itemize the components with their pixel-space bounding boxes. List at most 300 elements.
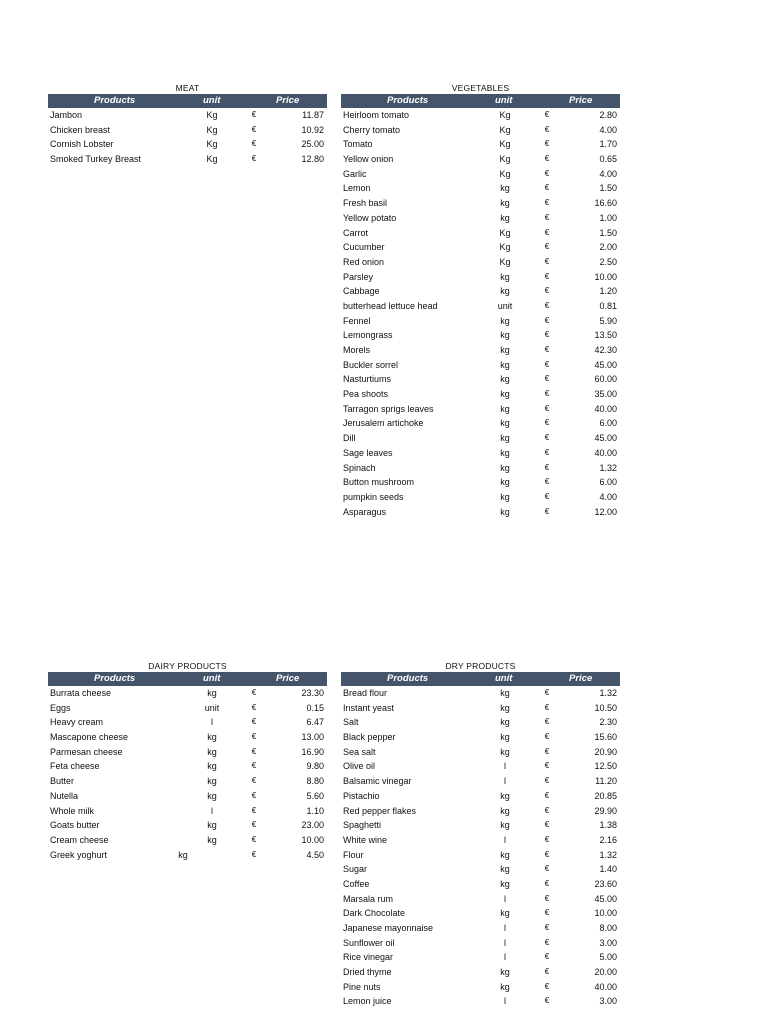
product-name: Red onion [343,256,385,267]
table-row [341,196,620,211]
product-name: Yellow potato [343,212,397,223]
currency-symbol: € [544,330,550,340]
product-price: 1.32 [599,688,617,698]
product-price: 3.00 [599,996,617,1007]
product-price: 40.00 [594,403,617,414]
dairy-table [48,661,327,862]
currency-symbol: € [544,506,550,516]
product-unit: kg [207,820,217,831]
table-row [48,833,327,848]
table-row [341,343,620,358]
table-row [341,921,620,936]
product-name: Feta cheese [50,761,100,772]
product-name: Goats butter [50,820,100,831]
product-unit: kg [207,776,217,787]
product-price: 1.40 [599,864,617,875]
product-price: 45.00 [594,433,617,444]
product-price: 10.00 [301,834,324,845]
currency-symbol: € [544,345,550,354]
currency-symbol: € [544,952,550,962]
product-price: 2.00 [599,242,617,253]
product-price: 5.60 [306,790,324,801]
table-row [48,730,327,745]
product-unit: l [504,952,506,963]
product-name: Fresh basil [343,198,388,209]
product-name: Pistachio [343,790,380,801]
table-row [341,833,620,848]
currency-symbol: € [544,242,550,252]
product-price: 6.00 [599,418,617,429]
dry-products-table [341,661,620,1009]
currency-symbol: € [544,776,550,786]
table-row [341,965,620,980]
product-name: Flour [343,849,364,860]
product-name: Olive oil [343,761,376,772]
currency-symbol: € [544,834,550,844]
currency-symbol: € [544,212,550,222]
currency-symbol: € [251,834,257,844]
currency-symbol: € [544,805,550,815]
product-price: 20.85 [594,790,617,801]
header-unit: unit [203,673,221,684]
product-price: 10.00 [594,908,617,919]
product-unit: Kg [499,227,511,238]
product-name: Lemongrass [343,330,393,341]
currency-symbol: € [544,462,550,472]
product-unit: kg [500,345,510,355]
currency-symbol: € [544,923,550,932]
product-unit: l [211,717,213,728]
product-unit: kg [500,805,510,816]
product-price: 2.50 [599,256,617,267]
product-price: 2.16 [599,834,617,845]
product-name: Tarragon sprigs leaves [343,403,434,414]
table-row [341,416,620,431]
table-header [341,672,620,686]
product-unit: l [504,996,506,1007]
product-price: 10.50 [594,702,617,713]
product-unit: l [504,776,506,787]
table-header [48,672,327,686]
table-row [48,137,327,152]
table-title: DRY PRODUCTS [445,661,516,671]
currency-symbol: € [544,849,550,859]
currency-symbol: € [544,389,550,399]
table-row [341,980,620,995]
product-price: 12.80 [301,154,324,165]
table-row [341,372,620,387]
product-name: Red pepper flakes [343,805,417,816]
currency-symbol: € [544,271,550,281]
currency-symbol: € [544,996,550,1006]
product-unit: kg [500,981,510,992]
table-row [341,255,620,270]
product-unit: kg [500,878,510,889]
product-unit: kg [500,462,510,473]
currency-symbol: € [251,776,257,786]
product-name: Buckler sorrel [343,359,399,370]
table-row [341,167,620,182]
product-unit: kg [500,286,510,297]
product-price: 0.65 [599,154,617,165]
product-name: Eggs [50,702,71,713]
header-price: Price [569,673,593,684]
product-name: Japanese mayonnaise [343,923,434,933]
header-unit: unit [495,95,513,106]
table-row [341,936,620,951]
currency-symbol: € [544,820,550,830]
product-name: Pea shoots [343,389,389,400]
product-price: 23.30 [301,688,324,698]
product-name: Mascapone cheese [50,732,129,743]
product-unit: kg [207,790,217,801]
product-unit: Kg [206,154,218,165]
product-unit: kg [500,820,510,831]
product-price: 2.30 [599,717,617,728]
product-unit: kg [500,403,510,414]
product-unit: l [504,923,506,933]
currency-symbol: € [544,790,550,800]
product-price: 1.00 [599,212,617,223]
product-price: 29.90 [594,805,617,816]
product-name: Lemon juice [343,996,392,1007]
table-body [48,686,327,862]
product-unit: Kg [206,110,218,120]
product-unit: kg [500,506,510,517]
currency-symbol: € [544,300,550,310]
table-row [341,994,620,1009]
currency-symbol: € [544,893,550,903]
product-unit: kg [500,864,510,875]
product-unit: kg [500,212,510,223]
currency-symbol: € [251,805,257,815]
header-products: Products [94,95,136,106]
table-body [341,686,620,1009]
product-unit: Kg [499,154,511,165]
table-row [341,745,620,760]
product-price: 15.60 [594,732,617,743]
table-row [341,108,620,123]
product-unit: kg [500,702,510,713]
currency-symbol: € [544,154,550,164]
product-unit: Kg [499,124,511,135]
product-unit: unit [497,300,513,311]
currency-symbol: € [544,761,550,771]
table-row [341,862,620,877]
product-name: Carrot [343,227,369,238]
table-row [341,431,620,446]
product-price: 16.60 [594,198,617,209]
header-unit: unit [203,95,221,106]
product-name: Burrata cheese [50,688,112,698]
product-price: 9.80 [306,761,324,772]
currency-symbol: € [544,403,550,413]
currency-symbol: € [544,937,550,947]
product-unit: kg [207,746,217,757]
product-unit: kg [500,433,510,444]
product-price: 40.00 [594,981,617,992]
product-price: 23.60 [594,878,617,889]
currency-symbol: € [544,183,550,193]
currency-symbol: € [251,124,257,134]
product-name: Greek yoghurt [50,849,108,860]
product-price: 25.00 [301,139,324,150]
product-name: Cucumber [343,242,385,253]
currency-symbol: € [544,256,550,266]
table-row [341,270,620,285]
currency-symbol: € [544,286,550,296]
product-name: Chicken breast [50,124,111,135]
currency-symbol: € [251,688,257,697]
product-name: Jambon [50,110,83,120]
header-products: Products [387,95,429,106]
currency-symbol: € [544,198,550,208]
product-name: White wine [343,834,388,845]
table-row [341,240,620,255]
currency-symbol: € [251,849,257,859]
product-name: Smoked Turkey Breast [50,154,142,165]
product-name: Bread flour [343,688,388,698]
product-name: Parsley [343,271,374,282]
product-name: Spinach [343,462,376,473]
table-row [341,446,620,461]
product-unit: l [504,893,506,904]
product-unit: kg [500,271,510,282]
table-row [48,759,327,774]
product-unit: unit [204,702,220,713]
product-unit: kg [500,374,510,385]
product-price: 13.50 [594,330,617,341]
product-unit: kg [500,732,510,743]
product-unit: kg [500,477,510,488]
currency-symbol: € [544,981,550,991]
table-row [341,211,620,226]
product-price: 1.50 [599,227,617,238]
table-row [341,299,620,314]
product-price: 42.30 [594,345,617,355]
product-name: Cherry tomato [343,124,401,135]
product-name: Parmesan cheese [50,746,123,757]
product-unit: Kg [499,139,511,150]
product-name: Marsala rum [343,893,394,904]
table-row [341,950,620,965]
product-unit: kg [207,834,217,845]
product-name: Balsamic vinegar [343,776,412,787]
product-unit: kg [500,717,510,728]
table-row [341,123,620,138]
product-name: Black pepper [343,732,396,743]
product-unit: l [504,761,506,772]
table-row [341,906,620,921]
table-row [341,848,620,863]
product-name: Dark Chocolate [343,908,406,919]
table-row [341,804,620,819]
product-unit: kg [500,447,510,458]
product-name: Dill [343,433,356,444]
header-unit: unit [495,673,513,684]
product-name: Coffee [343,878,370,889]
table-row [341,818,620,833]
product-price: 10.92 [301,124,324,135]
product-unit: l [504,834,506,845]
table-row [341,387,620,402]
currency-symbol: € [544,447,550,457]
product-unit: kg [500,790,510,801]
product-name: Nutella [50,790,79,801]
product-unit: kg [500,967,510,978]
table-title: DAIRY PRODUCTS [148,661,227,671]
vegetables-table [341,83,620,519]
product-name: Tomato [343,139,373,150]
table-row [48,686,327,701]
product-name: Rice vinegar [343,952,394,963]
product-price: 4.00 [599,124,617,135]
product-price: 1.50 [599,183,617,194]
table-row [341,759,620,774]
table-row [341,701,620,716]
table-row [341,181,620,196]
table-row [48,774,327,789]
table-header [341,94,620,108]
product-name: Sea salt [343,746,376,757]
product-name: Sunflower oil [343,937,395,948]
product-unit: kg [500,330,510,341]
currency-symbol: € [544,732,550,742]
table-row [48,848,327,863]
product-name: Fennel [343,315,371,326]
product-name: Yellow onion [343,154,394,165]
table-row [341,475,620,490]
currency-symbol: € [544,908,550,918]
table-row [341,774,620,789]
product-name: Nasturtiums [343,374,392,385]
currency-symbol: € [544,717,550,727]
product-price: 23.00 [301,820,324,831]
product-name: Garlic [343,168,367,179]
product-price: 6.00 [599,477,617,488]
product-price: 60.00 [594,374,617,385]
table-row [341,892,620,907]
table-row [341,137,620,152]
currency-symbol: € [251,761,257,771]
currency-symbol: € [544,688,550,697]
product-unit: kg [500,418,510,429]
table-header [48,94,327,108]
table-row [341,490,620,505]
currency-symbol: € [544,746,550,756]
product-price: 12.00 [594,506,617,517]
product-unit: Kg [206,124,218,135]
header-products: Products [94,673,136,684]
table-row [341,284,620,299]
product-name: Cream cheese [50,834,109,845]
table-row [341,505,620,520]
product-price: 2.80 [599,110,617,120]
product-name: Lemon [343,183,371,194]
product-price: 3.00 [599,937,617,948]
product-name: Butter [50,776,75,787]
product-unit: kg [178,849,188,860]
product-price: 1.20 [599,286,617,297]
currency-symbol: € [544,878,550,888]
product-price: 1.38 [599,820,617,831]
currency-symbol: € [544,702,550,712]
currency-symbol: € [251,732,257,742]
currency-symbol: € [251,702,257,712]
table-row [48,715,327,730]
table-row [48,745,327,760]
product-unit: kg [207,732,217,743]
table-row [341,461,620,476]
product-unit: Kg [499,242,511,253]
product-price: 1.70 [599,139,617,150]
product-name: Heavy cream [50,717,104,728]
table-row [341,358,620,373]
header-price: Price [276,95,300,106]
product-name: Asparagus [343,506,387,517]
currency-symbol: € [544,110,550,119]
table-row [48,701,327,716]
currency-symbol: € [251,154,257,164]
product-name: butterhead lettuce head [343,300,438,311]
currency-symbol: € [544,477,550,487]
header-price: Price [569,95,593,106]
table-row [48,108,327,123]
product-unit: l [504,937,506,948]
currency-symbol: € [544,864,550,874]
product-name: Sugar [343,864,368,875]
product-name: Instant yeast [343,702,395,713]
header-price: Price [276,673,300,684]
product-name: Heirloom tomato [343,110,410,120]
currency-symbol: € [544,374,550,384]
currency-symbol: € [544,491,550,501]
product-price: 0.81 [599,300,617,311]
table-row [341,402,620,417]
currency-symbol: € [251,110,257,119]
product-unit: kg [500,908,510,919]
product-unit: kg [207,688,217,698]
currency-symbol: € [544,315,550,325]
currency-symbol: € [544,168,550,178]
currency-symbol: € [251,139,257,149]
meat-table [48,83,327,167]
product-price: 1.32 [599,462,617,473]
product-price: 20.00 [594,967,617,978]
product-unit: kg [500,183,510,194]
table-row [341,877,620,892]
product-unit: kg [500,849,510,860]
table-row [48,152,327,167]
table-row [48,818,327,833]
table-row [341,730,620,745]
product-price: 8.80 [306,776,324,787]
currency-symbol: € [251,717,257,727]
table-row [341,789,620,804]
currency-symbol: € [251,746,257,756]
product-price: 10.00 [594,271,617,282]
product-price: 11.87 [302,110,324,120]
product-unit: kg [500,688,510,698]
table-title: MEAT [175,83,200,93]
product-price: 1.32 [599,849,617,860]
currency-symbol: € [544,418,550,428]
product-name: Cornish Lobster [50,139,114,150]
product-name: pumpkin seeds [343,491,404,502]
product-name: Whole milk [50,805,95,816]
product-name: Salt [343,717,359,728]
table-row [48,123,327,138]
